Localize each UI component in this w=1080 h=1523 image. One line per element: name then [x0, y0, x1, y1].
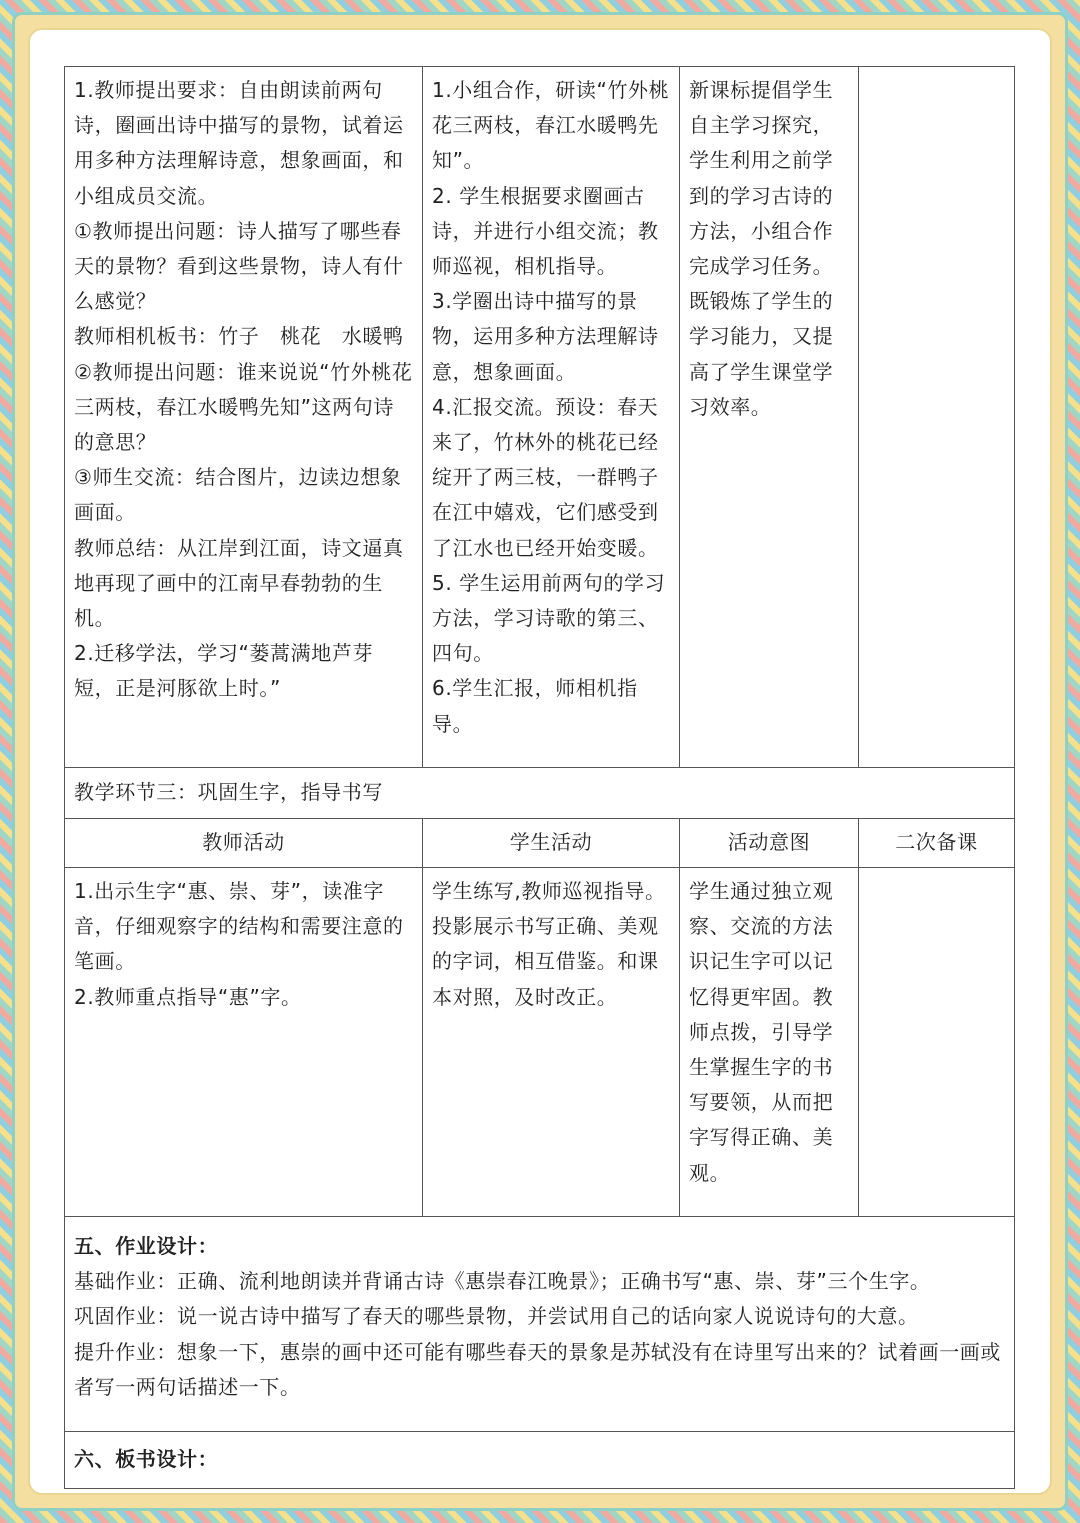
header-activity-intent: 活动意图	[680, 819, 859, 868]
homework-heading: 五、作业设计：	[74, 1234, 219, 1258]
teacher-line: 教师相机板书：竹子 桃花 水暖鸭	[74, 324, 404, 349]
lesson-plan-table	[64, 66, 1015, 1489]
student-line: 5. 学生运用前两句的学习方法，学习诗歌的第三、四句。	[432, 570, 666, 666]
student-activity-cell	[423, 67, 680, 768]
teacher-line: 1.出示生字“惠、崇、芽”，读准字音，仔细观察字的结构和需要注意的笔画。	[74, 879, 404, 974]
table-row	[65, 67, 1015, 768]
second-prep-cell	[859, 868, 1015, 1217]
section-title-row	[65, 768, 1015, 819]
student-line: 3.学圈出诗中描写的景物，运用多种方法理解诗意，想象画面。	[432, 289, 659, 384]
teacher-line: 2.迁移学法，学习“蒌蒿满地芦芽短，正是河豚欲上时。”	[74, 641, 374, 701]
second-prep-cell	[859, 67, 1015, 768]
homework-advanced: 提升作业：想象一下，惠崇的画中还可能有哪些春天的景象是苏轼没有在诗里写出来的？试着画一画或者写一两句话描述一下。	[74, 1339, 1001, 1399]
header-student-activity: 学生活动	[423, 819, 680, 868]
intent-text: 学生通过独立观察、交流的方法识记生字可以记忆得更牢固。教师点拨，引导学生掌握生字的书写要领，从而把字写得正确、美观。	[689, 879, 834, 1185]
student-line: 4.汇报交流。预设：春天来了，竹林外的桃花已经绽开了两三枝，一群鸭子在江中嬉戏，它们感受到了江水也已经开始变暖。	[432, 394, 659, 560]
homework-consolidate: 巩固作业：说一说古诗中描写了春天的哪些景物，并尝试用自己的话向家人说说诗句的大意。	[74, 1304, 919, 1329]
homework-row	[65, 1217, 1015, 1432]
header-row	[65, 819, 1015, 868]
teacher-line: 1.教师提出要求：自由朗读前两句诗，圈画出诗中描写的景物，试着运用多种方法理解诗意，想象画面，和小组成员交流。	[74, 78, 404, 208]
header-second-prep: 二次备课	[859, 819, 1015, 868]
board-design-row	[65, 1432, 1015, 1489]
teacher-activity-cell	[65, 67, 423, 768]
student-line: 2. 学生根据要求圈画古诗，并进行小组交流；教师巡视，相机指导。	[432, 183, 659, 279]
homework-cell	[65, 1217, 1015, 1432]
board-design-heading: 六、板书设计：	[65, 1432, 1015, 1489]
teacher-line: ③师生交流：结合图片，边读边想象画面。	[74, 465, 402, 525]
teacher-line: 2.教师重点指导“惠”字。	[74, 984, 302, 1009]
intent-text: 新课标提倡学生自主学习探究，学生利用之前学到的学习古诗的方法，小组合作完成学习任务。既锻炼了学生的学习能力，又提高了学生课堂学习效率。	[689, 78, 834, 419]
student-activity-cell	[423, 868, 680, 1217]
header-teacher-activity: 教师活动	[65, 819, 423, 868]
student-text: 学生练写,教师巡视指导。投影展示书写正确、美观的字词，相互借鉴。和课本对照，及时改正。	[432, 879, 666, 1009]
student-line: 6.学生汇报，师相机指导。	[432, 676, 638, 736]
teacher-line: ①教师提出问题：诗人描写了哪些春天的景物？看到这些景物，诗人有什么感觉？	[74, 218, 404, 314]
section-three-title: 教学环节三：巩固生字，指导书写	[65, 768, 1015, 819]
teacher-activity-cell	[65, 868, 423, 1217]
homework-basic: 基础作业：正确、流利地朗读并背诵古诗《惠崇春江晚景》；正确书写“惠、崇、芽”三个生字。	[74, 1269, 931, 1294]
table-row	[65, 868, 1015, 1217]
activity-intent-cell	[680, 868, 859, 1217]
activity-intent-cell	[680, 67, 859, 768]
student-line: 1.小组合作，研读“竹外桃花三两枝，春江水暖鸭先知”。	[432, 78, 670, 173]
teacher-line: ②教师提出问题：谁来说说“竹外桃花三两枝，春江水暖鸭先知”这两句诗的意思？	[74, 359, 413, 455]
teacher-line: 教师总结：从江岸到江面，诗文逼真地再现了画中的江南早春勃勃的生机。	[74, 535, 404, 631]
